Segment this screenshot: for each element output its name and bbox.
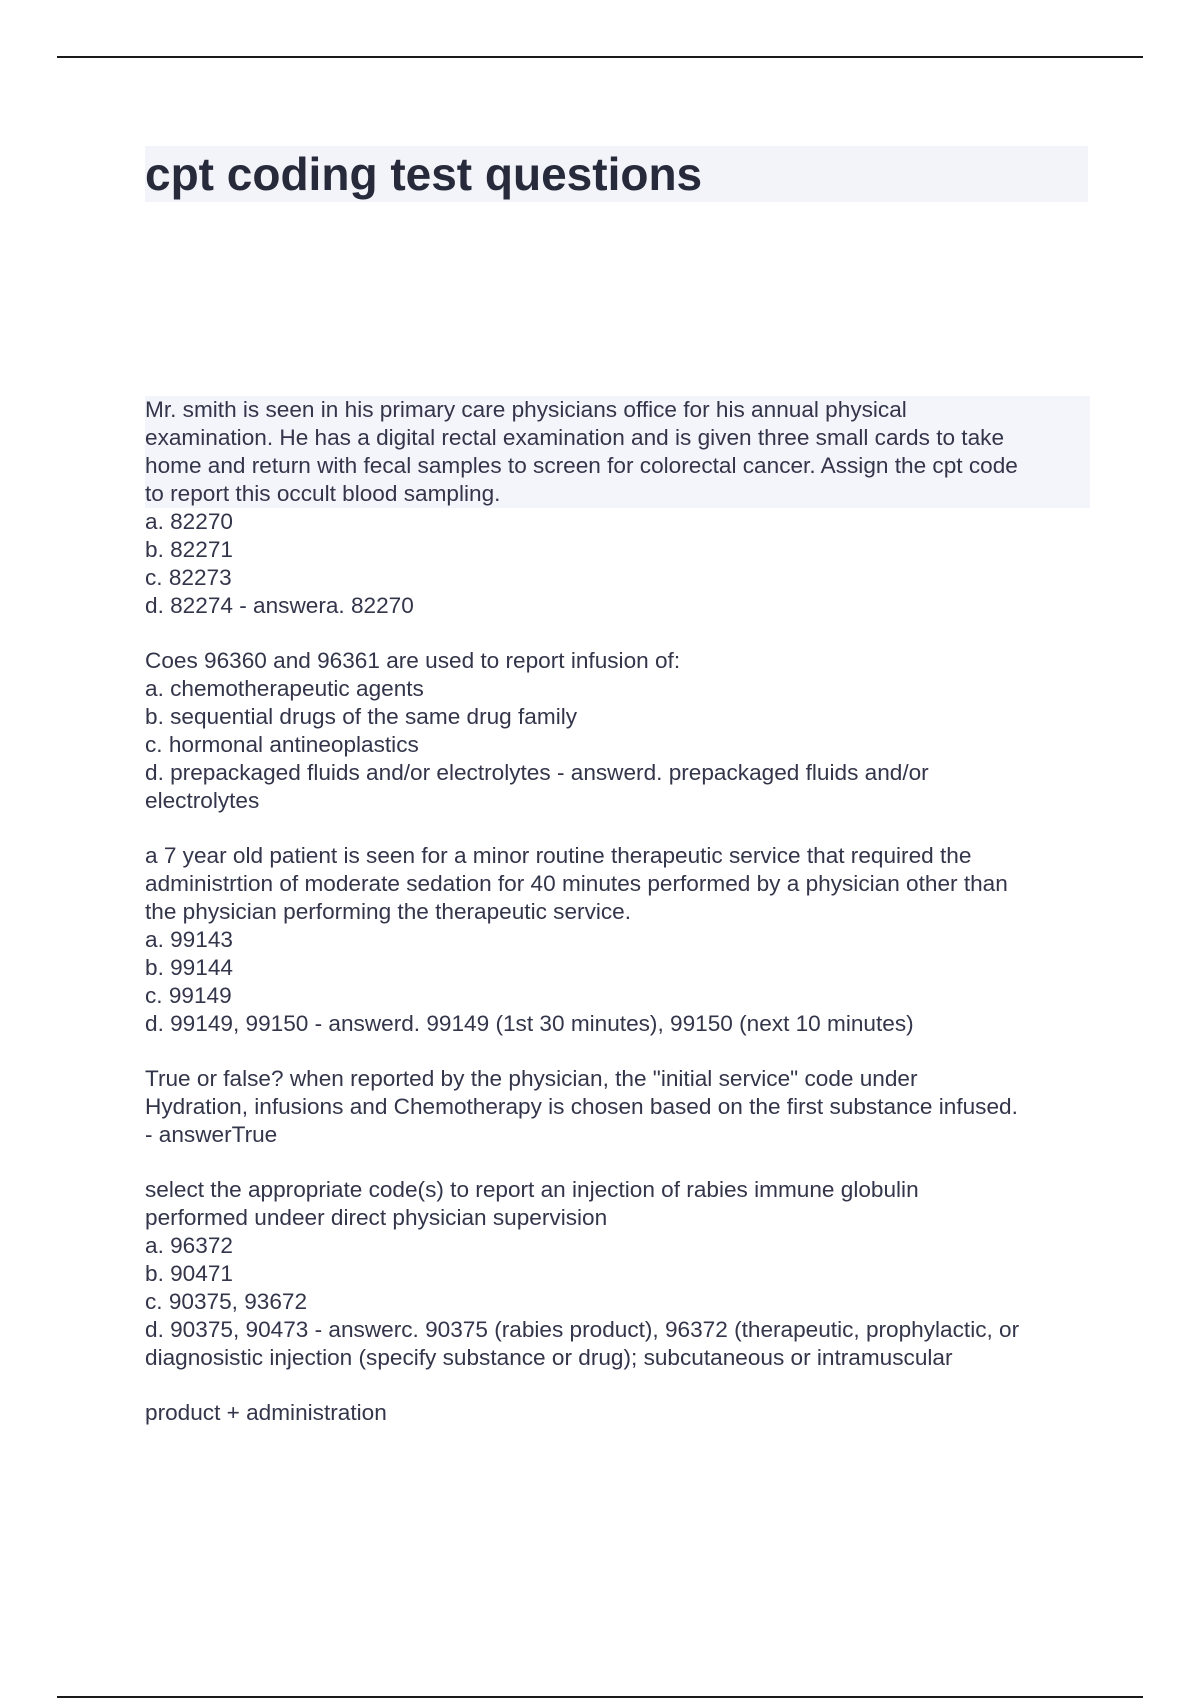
question-block bbox=[145, 1065, 1090, 1149]
text-line: administrtion of moderate sedation for 40 minutes performed by a physician other than bbox=[145, 871, 1008, 896]
header-rule bbox=[57, 56, 1143, 58]
answer-option: c. hormonal antineoplastics bbox=[145, 732, 419, 757]
text-line: a 7 year old patient is seen for a minor routine therapeutic service that required the bbox=[145, 843, 972, 868]
question-stem bbox=[145, 842, 1090, 926]
question-block bbox=[145, 647, 1090, 815]
text-line: select the appropriate code(s) to report an injection of rabies immune globulin bbox=[145, 1177, 919, 1202]
answer-option: b. sequential drugs of the same drug family bbox=[145, 704, 578, 729]
answer-option: b. 90471 bbox=[145, 1261, 233, 1286]
question-block bbox=[145, 1176, 1090, 1372]
answer-option: d. 99149, 99150 - answerd. 99149 (1st 30 minutes), 99150 (next 10 minutes) bbox=[145, 1011, 914, 1036]
answer-option: b. 99144 bbox=[145, 955, 233, 980]
question-block bbox=[145, 842, 1090, 1038]
answer-option: electrolytes bbox=[145, 788, 260, 813]
answer-option: c. 90375, 93672 bbox=[145, 1289, 308, 1314]
answer-option: a. 82270 bbox=[145, 509, 233, 534]
question-stem bbox=[145, 1399, 1090, 1427]
text-line: Coes 96360 and 96361 are used to report infusion of: bbox=[145, 648, 681, 673]
answer-options bbox=[145, 926, 1090, 1038]
question-stem bbox=[145, 1065, 1090, 1149]
answer-option: c. 82273 bbox=[145, 565, 232, 590]
footer-rule bbox=[57, 1696, 1143, 1698]
text-line: Mr. smith is seen in his primary care physicians office for his annual physical bbox=[145, 396, 1090, 424]
answer-option: d. prepackaged fluids and/or electrolytes - answerd. prepackaged fluids and/or bbox=[145, 760, 929, 785]
answer-options bbox=[145, 1232, 1090, 1372]
answer-option: a. chemotherapeutic agents bbox=[145, 676, 424, 701]
text-line: - answerTrue bbox=[145, 1122, 278, 1147]
answer-option: a. 99143 bbox=[145, 927, 233, 952]
document-title: cpt coding test questions bbox=[145, 148, 703, 200]
answer-options bbox=[145, 508, 1090, 620]
text-line: the physician performing the therapeutic service. bbox=[145, 899, 632, 924]
text-line: True or false? when reported by the physician, the "initial service" code under bbox=[145, 1066, 918, 1091]
answer-option: d. 90375, 90473 - answerc. 90375 (rabies product), 96372 (therapeutic, prophylactic, or bbox=[145, 1317, 1020, 1342]
document-body bbox=[145, 396, 1090, 1454]
question-stem bbox=[145, 647, 1090, 675]
text-line: product + administration bbox=[145, 1400, 387, 1425]
answer-option: b. 82271 bbox=[145, 537, 233, 562]
text-line: performed undeer direct physician supervision bbox=[145, 1205, 608, 1230]
question-stem bbox=[145, 1176, 1090, 1232]
answer-option: a. 96372 bbox=[145, 1233, 233, 1258]
answer-option: diagnosistic injection (specify substance or drug); subcutaneous or intramuscular bbox=[145, 1345, 953, 1370]
answer-options bbox=[145, 675, 1090, 815]
answer-option: d. 82274 - answera. 82270 bbox=[145, 593, 414, 618]
answer-option: c. 99149 bbox=[145, 983, 232, 1008]
text-line: home and return with fecal samples to screen for colorectal cancer. Assign the cpt code bbox=[145, 452, 1090, 480]
question-block bbox=[145, 1399, 1090, 1427]
question-block bbox=[145, 396, 1090, 620]
text-line: Hydration, infusions and Chemotherapy is chosen based on the first substance infused. bbox=[145, 1094, 1018, 1119]
text-line: to report this occult blood sampling. bbox=[145, 480, 1090, 508]
question-stem bbox=[145, 396, 1090, 508]
text-line: examination. He has a digital rectal examination and is given three small cards to take bbox=[145, 424, 1090, 452]
